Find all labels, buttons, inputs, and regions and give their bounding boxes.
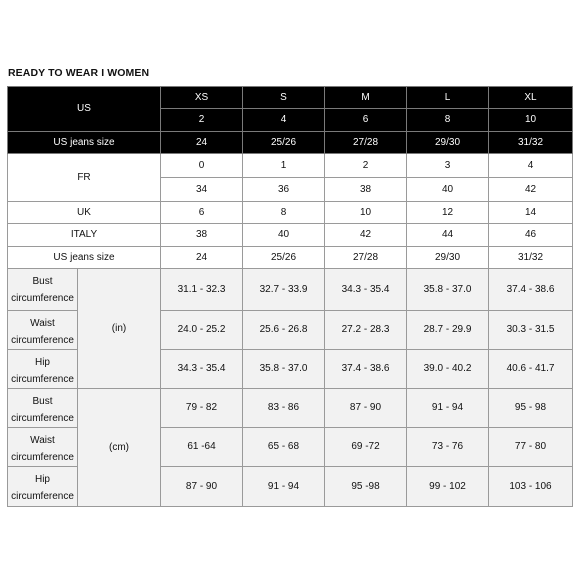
- bust-cm-value: 83 - 86: [243, 389, 325, 428]
- bust-cm-value: 79 - 82: [161, 389, 243, 428]
- fr-value: 0: [161, 154, 243, 178]
- waist-cm-value: 61 -64: [161, 428, 243, 467]
- size-table: [7, 86, 573, 507]
- us-jeans-top-label: US jeans size: [8, 132, 161, 154]
- circumference-label: circumference: [11, 413, 74, 424]
- fr-value: 2: [325, 154, 407, 178]
- table-row: [8, 269, 573, 311]
- us-jeans-value: 29/30: [407, 247, 489, 269]
- circumference-label: circumference: [11, 335, 74, 346]
- hip-cm-value: 99 - 102: [407, 467, 489, 507]
- uk-value: 6: [161, 202, 243, 224]
- hip-cm-value: 91 - 94: [243, 467, 325, 507]
- us-jeans-label: US jeans size: [8, 247, 161, 269]
- fr-value: 3: [407, 154, 489, 178]
- waist-cm-label: [8, 428, 78, 467]
- hip-in-value: 40.6 - 41.7: [489, 350, 573, 389]
- italy-value: 42: [325, 224, 407, 247]
- bust-cm-label: [8, 389, 78, 428]
- fr-value: 42: [489, 178, 573, 202]
- chart-title: READY TO WEAR I WOMEN: [8, 67, 150, 79]
- bust-cm-value: 95 - 98: [489, 389, 573, 428]
- size-header-s: S: [243, 87, 325, 109]
- hip-in-value: 35.8 - 37.0: [243, 350, 325, 389]
- us-value: 2: [161, 109, 243, 132]
- bust-cm-value: 87 - 90: [325, 389, 407, 428]
- waist-label: Waist: [30, 318, 55, 329]
- hip-cm-value: 103 - 106: [489, 467, 573, 507]
- waist-in-label: [8, 311, 78, 350]
- hip-cm-value: 87 - 90: [161, 467, 243, 507]
- circumference-label: circumference: [11, 374, 74, 385]
- fr-value: 38: [325, 178, 407, 202]
- waist-cm-value: 77 - 80: [489, 428, 573, 467]
- fr-label: FR: [8, 154, 161, 202]
- bust-label: Bust: [32, 276, 53, 287]
- us-jeans-value: 27/28: [325, 247, 407, 269]
- uk-value: 14: [489, 202, 573, 224]
- unit-inches: (in): [78, 269, 161, 389]
- bust-in-label: [8, 269, 78, 311]
- italy-value: 44: [407, 224, 489, 247]
- hip-label: Hip: [34, 474, 50, 485]
- us-value: 10: [489, 109, 573, 132]
- us-label: US: [8, 87, 161, 132]
- waist-cm-value: 69 -72: [325, 428, 407, 467]
- italy-value: 40: [243, 224, 325, 247]
- us-jeans-top-value: 31/32: [489, 132, 573, 154]
- waist-cm-value: 73 - 76: [407, 428, 489, 467]
- us-jeans-value: 31/32: [489, 247, 573, 269]
- waist-in-value: 25.6 - 26.8: [243, 311, 325, 350]
- table-row: [8, 87, 573, 109]
- us-jeans-value: 24: [161, 247, 243, 269]
- hip-in-value: 34.3 - 35.4: [161, 350, 243, 389]
- uk-value: 10: [325, 202, 407, 224]
- uk-value: 12: [407, 202, 489, 224]
- hip-in-value: 39.0 - 40.2: [407, 350, 489, 389]
- circumference-label: circumference: [11, 293, 74, 304]
- unit-cm: (cm): [78, 389, 161, 507]
- waist-in-value: 24.0 - 25.2: [161, 311, 243, 350]
- hip-in-value: 37.4 - 38.6: [325, 350, 407, 389]
- table-row: [8, 154, 573, 178]
- uk-label: UK: [8, 202, 161, 224]
- size-header-xs: XS: [161, 87, 243, 109]
- table-row: [8, 247, 573, 269]
- waist-label: Waist: [30, 435, 55, 446]
- waist-in-value: 28.7 - 29.9: [407, 311, 489, 350]
- table-row: [8, 389, 573, 428]
- italy-value: 38: [161, 224, 243, 247]
- us-jeans-value: 25/26: [243, 247, 325, 269]
- bust-in-value: 37.4 - 38.6: [489, 269, 573, 311]
- size-header-xl: XL: [489, 87, 573, 109]
- us-jeans-top-value: 29/30: [407, 132, 489, 154]
- waist-in-value: 30.3 - 31.5: [489, 311, 573, 350]
- us-value: 4: [243, 109, 325, 132]
- circumference-label: circumference: [11, 491, 74, 502]
- hip-cm-value: 95 -98: [325, 467, 407, 507]
- hip-cm-label: [8, 467, 78, 507]
- us-jeans-top-value: 27/28: [325, 132, 407, 154]
- bust-in-value: 35.8 - 37.0: [407, 269, 489, 311]
- hip-label: Hip: [34, 357, 50, 368]
- bust-label: Bust: [32, 396, 53, 407]
- size-header-l: L: [407, 87, 489, 109]
- fr-value: 36: [243, 178, 325, 202]
- bust-in-value: 34.3 - 35.4: [325, 269, 407, 311]
- bust-in-value: 32.7 - 33.9: [243, 269, 325, 311]
- us-value: 6: [325, 109, 407, 132]
- table-row: [8, 132, 573, 154]
- us-jeans-top-value: 24: [161, 132, 243, 154]
- circumference-label: circumference: [11, 452, 74, 463]
- us-jeans-top-value: 25/26: [243, 132, 325, 154]
- italy-value: 46: [489, 224, 573, 247]
- fr-value: 4: [489, 154, 573, 178]
- size-header-m: M: [325, 87, 407, 109]
- uk-value: 8: [243, 202, 325, 224]
- bust-in-value: 31.1 - 32.3: [161, 269, 243, 311]
- waist-in-value: 27.2 - 28.3: [325, 311, 407, 350]
- bust-cm-value: 91 - 94: [407, 389, 489, 428]
- fr-value: 1: [243, 154, 325, 178]
- waist-cm-value: 65 - 68: [243, 428, 325, 467]
- fr-value: 40: [407, 178, 489, 202]
- fr-value: 34: [161, 178, 243, 202]
- table-row: [8, 202, 573, 224]
- italy-label: ITALY: [8, 224, 161, 247]
- us-value: 8: [407, 109, 489, 132]
- table-row: [8, 224, 573, 247]
- hip-in-label: [8, 350, 78, 389]
